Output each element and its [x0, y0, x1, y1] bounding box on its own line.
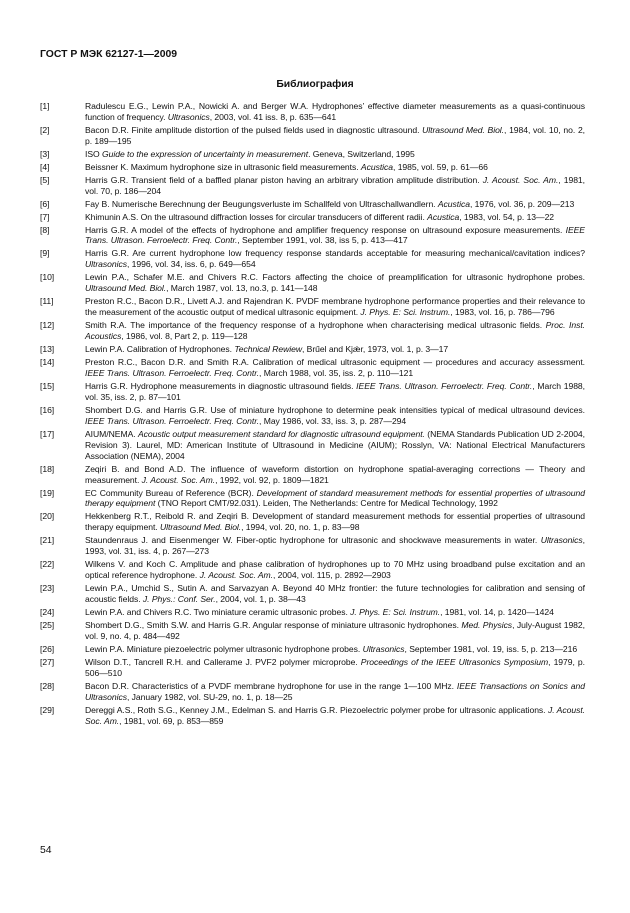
entry-source-title: J. Acoust. Soc. Am. — [85, 704, 585, 726]
entry-text — [85, 162, 585, 173]
entry-text-part: Smith R.A. The importance of the frequency response of a hydrophone when characterising medical ultrasonic fields. — [85, 320, 546, 331]
entry-text-part: , July-August 1982, vol. 9, no. 4, p. 484—492 — [85, 619, 585, 641]
entry-source-title: Acustica — [437, 198, 470, 209]
entry-text-part: , 1981, vol. 70, p. 186—204 — [85, 174, 585, 196]
bibliography-entry — [40, 583, 585, 605]
entry-source-title: Ultrasound Med. Biol. — [85, 283, 167, 294]
entry-text-part: , March 1988, vol. 35, iss. 2, p. 87—101 — [85, 380, 586, 402]
entry-number: [22] — [40, 559, 55, 570]
entry-number: [3] — [40, 148, 50, 159]
entry-text-part: Zeqiri B. and Bond A.D. The influence of waveform distortion on hydrophone spatial-averaging corrections — Theory and measurement. — [85, 463, 585, 485]
bibliography-entry — [40, 175, 585, 197]
entry-number: [21] — [40, 535, 55, 546]
entry-text — [85, 357, 585, 379]
bibliography-entry — [40, 357, 585, 379]
entry-text-part: Radulescu E.G., Lewin P.A., Nowicki A. and Berger W.A. Hydrophones’ effective diameter measurements as a quasi-continuous function of frequency. — [85, 101, 585, 122]
entry-number: [23] — [40, 583, 55, 594]
entry-source-title: IEEE Trans. Ultrason. Ferroelectr. Freq. Contr. — [356, 380, 533, 391]
entry-text-part: Wilson D.T., Tancrell R.H. and Callerame J. PVF2 polymer microprobe. — [85, 656, 361, 667]
bibliography-entry — [40, 607, 585, 618]
bibliography-entry — [40, 381, 585, 403]
entry-source-title: J. Phys.: Conf. Ser. — [142, 594, 216, 605]
entry-text — [85, 248, 585, 270]
entry-text-part: , 1983, vol. 16, p. 786—796 — [450, 307, 555, 318]
entry-source-title: Acoustic output measurement standard for diagnostic ultrasound equipment. — [137, 428, 425, 439]
entry-text-part: , September 1981, vol. 19, iss. 5, p. 213—216 — [404, 643, 578, 654]
entry-text — [85, 620, 585, 642]
entry-text-part: Bacon D.R. Characteristics of a PVDF membrane hydrophone for use in the range 1—100 MHz. — [85, 680, 457, 691]
entry-text-part: Beissner K. Maximum hydrophone size in ultrasonic field measurements. — [85, 161, 361, 172]
entry-text-part: Shombert D.G., Smith S.W. and Harris G.R. Angular response of miniature ultrasonic hydrophones. — [85, 619, 462, 630]
entry-number: [14] — [40, 357, 55, 368]
bibliography-entry — [40, 405, 585, 427]
entry-source-title: J. Acoust. Soc. Am. — [141, 474, 216, 485]
entry-number: [18] — [40, 463, 55, 474]
entry-text — [85, 644, 585, 655]
entry-text — [85, 429, 585, 462]
entry-source-title: Proceedings of the IEEE Ultrasonics Symposium — [360, 656, 549, 667]
entry-number: [26] — [40, 643, 55, 654]
entry-text-part: , 1981, vol. 14, p. 1420—1424 — [440, 607, 554, 618]
entry-text-part: Shombert D.G. and Harris G.R. Use of miniature hydrophone to determine peak intensities typical of medical ultrasound devices. — [85, 404, 585, 415]
entry-text-part: , 1986, vol. 8, Part 2, p. 119—128 — [121, 331, 248, 342]
document-header: ГОСТ Р МЭК 62127-1—2009 — [40, 49, 178, 60]
bibliography-entry — [40, 464, 585, 486]
entry-text-part: Lewin P.A. and Chivers R.C. Two miniature ceramic ultrasonic probes. — [85, 607, 351, 618]
entry-text-part: Bacon D.R. Finite amplitude distortion of the pulsed fields used in diagnostic ultrasound. — [85, 124, 423, 135]
bibliography-entry — [40, 535, 585, 557]
entry-source-title: Technical Rewiew — [234, 344, 302, 355]
entry-text — [85, 559, 585, 581]
entry-source-title: Ultrasonics — [540, 535, 583, 546]
entry-text-part: Lewin P.A., Schafer M.E. and Chivers R.C. Factors affecting the choice of preamplification for ultrasonic hydrophone probes. — [85, 272, 585, 283]
entry-text — [85, 583, 585, 605]
entry-text-part: Fay B. Numerische Berechnung der Beugungsverluste im Schallfeld von Ultraschallwandlern. — [85, 198, 438, 209]
entry-source-title: Proc. Inst. Acoustics — [85, 320, 586, 342]
entry-text-part: Lewin P.A. Miniature piezoelectric polymer ultrasonic hydrophone probes. — [85, 643, 363, 654]
entry-text-part: Preston R.C., Bacon D.R. and Smith R.A. Calibration of medical ultrasonic equipment — procedures and accuracy assessment. — [85, 357, 585, 368]
entry-number: [10] — [40, 272, 55, 283]
entry-text — [85, 535, 585, 557]
bibliography-entry — [40, 199, 585, 210]
entry-text-part: Wilkens V. and Koch C. Amplitude and phase calibration of hydrophones up to 70 MHz using broadband pulse excitation and an optical reference hydrophone. — [85, 559, 585, 581]
bibliography-entry — [40, 101, 585, 123]
entry-number: [8] — [40, 224, 50, 235]
entry-number: [15] — [40, 380, 55, 391]
entry-text-part: Harris G.R. A model of the effects of hydrophone and amplifier frequency response on ultrasound exposure measurements. — [85, 224, 566, 235]
bibliography-entry — [40, 296, 585, 318]
entry-source-title: J. Phys. E: Sci. Instrum. — [350, 607, 441, 618]
entry-text — [85, 607, 585, 618]
bibliography-entry — [40, 212, 585, 223]
bibliography-entry — [40, 125, 585, 147]
entry-source-title: Med. Physics — [461, 619, 513, 630]
entry-text — [85, 381, 585, 403]
entry-number: [2] — [40, 124, 50, 135]
entry-text — [85, 296, 585, 318]
entry-source-title: J. Acoust. Soc. Am. — [482, 174, 559, 185]
entry-number: [4] — [40, 161, 50, 172]
entry-text-part: , 1993, vol. 31, iss. 4, p. 267—273 — [85, 535, 585, 557]
entry-text-part: , September 1991, vol. 38, iss 5, p. 413—417 — [237, 235, 408, 246]
entry-text — [85, 657, 585, 679]
entry-source-title: J. Phys. E: Sci. Instrum. — [360, 307, 451, 318]
bibliography-entry — [40, 162, 585, 173]
entry-source-title: IEEE Transactions on Sonics and Ultrasonics — [85, 680, 585, 702]
entry-text-part: AIUM/NEMA. — [85, 428, 138, 439]
entry-text-part: , 1996, vol. 34, iss. 6, p. 649—654 — [126, 259, 256, 270]
entry-text-part: , March 1988, vol. 35, iss. 2, p. 110—121 — [259, 367, 414, 378]
entry-source-title: Ultrasonics — [167, 111, 210, 122]
entry-text — [85, 225, 585, 247]
entry-text-part: Staundenraus J. and Eisenmenger W. Fiber-optic hydrophone for ultrasonic and shockwave measurements in water. — [85, 535, 541, 546]
entry-text-part: Harris G.R. Are current hydrophone low frequency response standards acceptable for measuring mechanical/cavitation indices? — [85, 248, 585, 259]
entry-text — [85, 464, 585, 486]
entry-number: [19] — [40, 487, 55, 498]
entry-source-title: Ultrasonics — [85, 259, 127, 270]
entry-source-title: J. Acoust. Soc. Am. — [199, 570, 273, 581]
entry-number: [28] — [40, 680, 55, 691]
page-number: 54 — [40, 845, 52, 856]
entry-text-part: Lewin P.A. Calibration of Hydrophones. — [85, 344, 235, 355]
section-title: Библиография — [276, 79, 354, 90]
entry-number: [9] — [40, 248, 50, 259]
entry-text-part: , 2004, vol. 1, p. 38—43 — [215, 594, 306, 605]
bibliography-entry — [40, 488, 585, 510]
entry-text-part: ISO — [85, 148, 102, 159]
entry-source-title: IEEE Trans. Ultrason. Ferroelectr. Freq. Contr. — [85, 224, 585, 246]
bibliography-entry — [40, 344, 585, 355]
entry-text-part: , 1981, vol. 69, p. 853—859 — [119, 715, 224, 726]
entry-text-part: , 1985, vol. 59, p. 61—66 — [393, 161, 488, 172]
entry-text — [85, 199, 585, 210]
entry-text — [85, 212, 585, 223]
entry-text — [85, 681, 585, 703]
entry-text-part: , 1979, p. 506—510 — [85, 656, 585, 678]
entry-text-part: EC Community Bureau of Reference (BCR). — [85, 487, 257, 498]
entry-text-part: (NEMA Standards Publication UD 2-2004, Revision 3). Laurel, MD: American Institute of Ultrasound in Medicine (AIUM); Rosslyn, VA: National Electrical Manufacturers Association (NEMA), 2004 — [85, 428, 585, 461]
entry-text-part: Preston R.C., Bacon D.R., Livett A.J. and Rajendran K. PVDF membrane hydrophone performance properties and their relevance to the measurement of the acoustic output of medical ultrasonic equipment. — [85, 296, 585, 318]
bibliography-entry — [40, 149, 585, 160]
entry-text — [85, 175, 585, 197]
entry-number: [12] — [40, 320, 55, 331]
entry-text-part: Hekkenberg R.T., Reibold R. and Zeqiri B. Development of standard measurement methods for essential properties of ultrasound therapy equipment. — [85, 511, 585, 533]
entry-text — [85, 511, 585, 533]
entry-number: [16] — [40, 404, 55, 415]
entry-text — [85, 705, 585, 727]
bibliography-entry — [40, 248, 585, 270]
entry-text-part: , January 1982, vol. SU-29, no. 1, p. 18—25 — [126, 691, 293, 702]
entry-number: [5] — [40, 174, 50, 185]
bibliography-entry — [40, 657, 585, 679]
entry-text-part: , 1983, vol. 54, p. 13—22 — [459, 211, 555, 222]
entry-number: [13] — [40, 344, 55, 355]
bibliography-entry — [40, 272, 585, 294]
entry-text-part: , May 1986, vol. 33, iss. 3, p. 287—294 — [259, 415, 407, 426]
entry-number: [29] — [40, 704, 55, 715]
entry-text-part: , Brűel and Kjǽr, 1973, vol. 1, p. 3—17 — [302, 344, 449, 355]
bibliography-entry — [40, 320, 585, 342]
entry-text — [85, 488, 585, 510]
bibliography-entry — [40, 620, 585, 642]
entry-text-part: , 1994, vol. 20, no. 1, p. 83—98 — [241, 522, 360, 533]
entry-source-title: Ultrasound Med. Biol. — [422, 124, 505, 135]
entry-text-part: , 1992, vol. 92, p. 1809—1821 — [215, 474, 329, 485]
entry-source-title: Acustica — [360, 161, 394, 172]
entry-text-part: Dereggi A.S., Roth S.G., Kenney J.M., Edelman S. and Harris G.R. Piezoelectric polymer probe for ultrasonic applications. — [85, 704, 548, 715]
entry-text-part: , 2003, vol. 41 iss. 8, p. 635—641 — [209, 111, 337, 122]
entry-text — [85, 272, 585, 294]
entry-number: [25] — [40, 619, 55, 630]
entry-text-part: , 2004, vol. 115, p. 2892—2903 — [273, 570, 391, 581]
entry-number: [1] — [40, 101, 50, 111]
entry-source-title: Ultrasound Med. Biol. — [160, 522, 242, 533]
bibliography-entry — [40, 225, 585, 247]
entry-text — [85, 405, 585, 427]
entry-number: [17] — [40, 428, 55, 439]
entry-text-part: Khimunin A.S. On the ultrasound diffraction losses for circular transducers of different radii. — [85, 211, 428, 222]
entry-number: [24] — [40, 607, 55, 618]
entry-text-part: Harris G.R. Transient field of a baffled planar piston having an arbitrary vibration amplitude distribution. — [85, 174, 483, 185]
bibliography-list — [40, 101, 585, 729]
entry-text-part: , 1976, vol. 36, p. 209—213 — [469, 198, 575, 209]
entry-number: [11] — [40, 296, 54, 307]
entry-source-title: Ultrasonics — [362, 643, 405, 654]
entry-number: [20] — [40, 511, 55, 522]
bibliography-entry — [40, 644, 585, 655]
entry-source-title: Acustica — [427, 211, 460, 222]
entry-text — [85, 320, 585, 342]
entry-text — [85, 125, 585, 147]
entry-number: [27] — [40, 656, 55, 667]
entry-source-title: IEEE Trans. Ultrason. Ferroelectr. Freq. Contr. — [85, 367, 260, 378]
entry-text-part: (TNO Report CMT/92.031). Leiden, The Netherlands: Centre for Medical Technology, 1992 — [155, 498, 498, 509]
entry-text-part: . Geneva, Switzerland, 1995 — [308, 148, 415, 159]
entry-text — [85, 101, 585, 123]
bibliography-entry — [40, 429, 585, 462]
entry-source-title: IEEE Trans. Ultrason. Ferroelectr. Freq. Contr. — [85, 415, 260, 426]
entry-text-part: Lewin P.A., Umchid S., Sutin A. and Sarvazyan A. Beyond 40 MHz frontier: the future technologies for calibration and sensing of acoustic fields. — [85, 583, 585, 605]
entry-text-part: Harris G.R. Hydrophone measurements in diagnostic ultrasound fields. — [85, 380, 357, 391]
entry-text — [85, 344, 585, 355]
entry-text-part: , 1984, vol. 10, no. 2, p. 189—195 — [85, 124, 586, 146]
entry-text-part: , March 1987, vol. 13, no.3, p. 141—148 — [166, 283, 318, 294]
bibliography-entry — [40, 705, 585, 727]
bibliography-entry — [40, 559, 585, 581]
bibliography-entry — [40, 511, 585, 533]
entry-number: [7] — [40, 211, 50, 222]
entry-number: [6] — [40, 198, 50, 209]
entry-source-title: Guide to the expression of uncertainty in measurement — [102, 148, 309, 159]
entry-source-title: Development of standard measurement methods for essential properties of ultrasound therapy equipment — [85, 487, 585, 509]
bibliography-entry — [40, 681, 585, 703]
entry-text — [85, 149, 585, 160]
